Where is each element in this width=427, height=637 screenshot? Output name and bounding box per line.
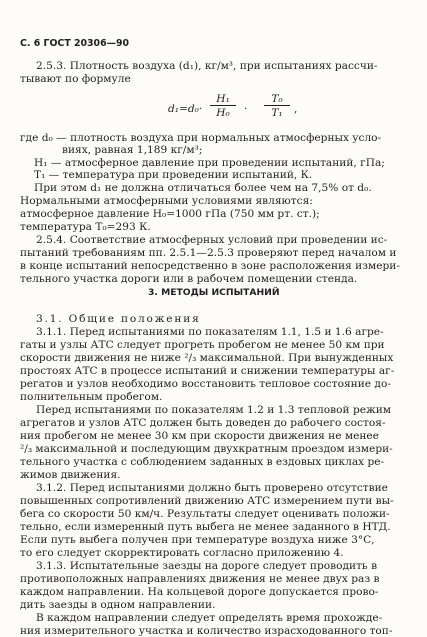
text-line: пытаний требованиям пп. 2.5.1—2.5.3 проверяют перед началом и [20, 247, 397, 259]
text-line: где d₀ — плотность воздуха при нормальных атмосферных усло- [20, 132, 382, 144]
text-line: температура T₀=293 К. [20, 221, 151, 233]
text-line: то его следует скорректировать согласно приложению 4. [20, 547, 344, 559]
text-line: жимов движения. [20, 469, 121, 481]
formula-lhs: d₁=d₀· [168, 103, 203, 115]
text-line: бега со скорости 50 км/ч. Результаты следует оценивать положи- [20, 508, 390, 520]
text-line: гаты и узлы АТС следует прогреть пробегом не менее 50 км при [20, 339, 385, 351]
text-line: скорости движения не ниже ²/₃ максимальной. При вынужденных [20, 352, 394, 364]
text-line: H₁ — атмосферное давление при проведении испытаний, гПа; [34, 157, 385, 169]
text-line: тывают по формуле [20, 73, 131, 85]
text-line: 3.1.3. Испытательные заезды на дороге следует проводить в [36, 560, 378, 572]
text-line: регатов и узлов необходимо восстановить тепловое состояние до- [20, 378, 391, 390]
text-line: в конце испытаний непосредственно в зоне расположения измери- [20, 260, 400, 272]
subsection-heading: 3.1. Общие положения [36, 313, 201, 325]
pressure-ratio-numerator: H₁ [210, 93, 236, 106]
text-line: повышенных сопротивлений движению АТС измерением пути вы- [20, 495, 394, 507]
section-title: 3. МЕТОДЫ ИСПЫТАНИЙ [148, 287, 280, 298]
text-line: тельного участка дороги или в рабочем помещении стенда. [20, 273, 358, 285]
formula-comma: , [294, 103, 298, 115]
pressure-ratio-denominator: H₀ [216, 107, 230, 119]
text-line: 3.1.1. Перед испытаниями по показателям 1.1, 1.5 и 1.6 агре- [36, 326, 384, 338]
text-line: простоях АТС в процессе испытаний и снижении температуры аг- [20, 365, 395, 377]
text-line: Перед испытаниями по показателям 1.2 и 1.3 тепловой режим [36, 404, 392, 416]
formula-multiply: · [244, 103, 248, 115]
text-line: 2.5.4. Соответствие атмосферных условий при проведении ис- [36, 234, 388, 246]
text-line: атмосферное давление H₀=1000 гПа (750 мм рт. ст.); [20, 208, 320, 220]
text-line: дить заезды в одном направлении. [20, 599, 216, 611]
temperature-ratio-numerator: T₀ [264, 93, 290, 106]
text-line: В каждом направлении следует определять время прохожде- [36, 612, 383, 624]
text-line: 3.1.2. Перед испытаниями должно быть проверено отсутствие [36, 482, 388, 494]
text-line: каждом направлении. На кольцевой дороге допускается прово- [20, 586, 379, 598]
temperature-ratio-denominator: T₁ [271, 107, 283, 119]
text-line: противоположных направлениях движения не менее двух раз в [20, 573, 380, 585]
text-line: При этом d₁ не должна отличаться более чем на 7,5% от d₀. [34, 182, 372, 194]
text-line: тельного участка с соблюдением заданных в ездовых циклах ре- [20, 456, 385, 468]
text-line: 2.5.3. Плотность воздуха (d₁), кг/м³, при испытаниях рассчи- [36, 60, 378, 72]
temperature-ratio [264, 93, 290, 119]
text-line: агрегатов и узлов АТС должен быть доведен до рабочего состоя- [20, 417, 386, 429]
text-line: Нормальными атмосферными условиями являются: [20, 195, 313, 207]
text-line: Если путь выбега получен при температуре воздуха ниже 3°С, [20, 534, 375, 546]
text-line: полнительным пробегом. [20, 391, 163, 403]
text-line: виях, равная 1,189 кг/м³; [62, 144, 203, 156]
text-line: ния измерительного участка и количество израсходованного топ- [20, 625, 393, 637]
page-header: С. 6 ГОСТ 20306—90 [20, 38, 130, 49]
text-line: ния пробегом не менее 30 км при скорости движения не менее [20, 430, 379, 442]
pressure-ratio [210, 93, 236, 119]
text-line: ²/₃ максимальной и последующим двухкратным проездом измери- [20, 443, 393, 455]
text-line: тельно, если измеренный путь выбега не менее заданного в НТД. [20, 521, 391, 533]
text-line: T₁ — температура при проведении испытаний, К. [34, 169, 313, 181]
